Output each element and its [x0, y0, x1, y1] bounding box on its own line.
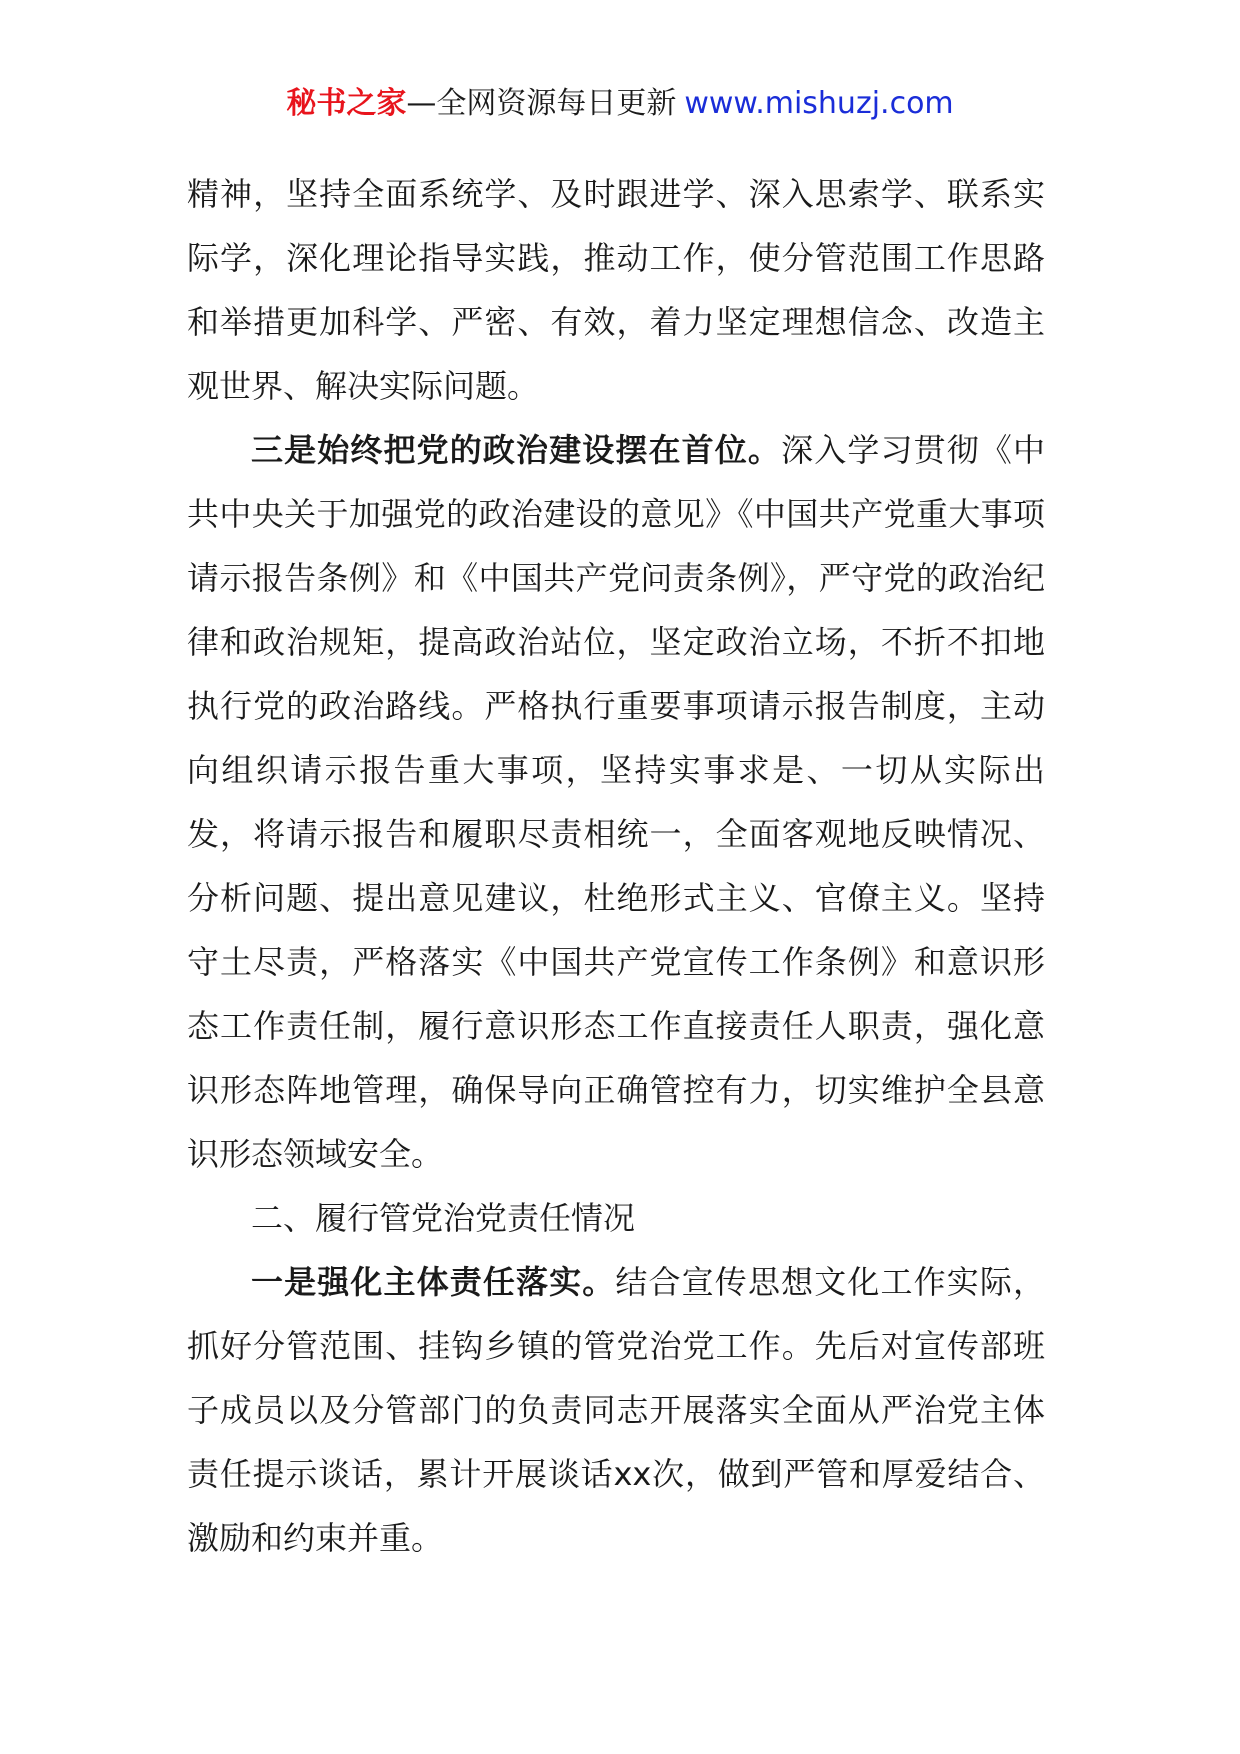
site-tagline: 全网资源每日更新: [436, 86, 677, 121]
paragraph-text: 深入学习贯彻《中共中央关于加强党的政治建设的意见》《中国共产党重大事项请示报告条例》和《中国共产党问责条例》，严守党的政治纪律和政治规矩，提高政治站位，坚定政治立场，不折不扣地执行党的政治路线。严格执行重要事项请示报告制度，主动向组织请示报告重大事项，坚持实事求是、一切从实际出发，将请示报告和履职尽责相统一，全面客观地反映情况、分析问题、提出意见建议，杜绝形式主义、官僚主义。坚持守土尽责，严格落实《中国共产党宣传工作条例》和意识形态工作责任制，履行意识形态工作直接责任人职责，强化意识形态阵地管理，确保导向正确管控有力，切实维护全县意识形态领域安全。: [187, 431, 1045, 1173]
section-heading-text: 二、履行管党治党责任情况: [251, 1199, 636, 1237]
document-body: [187, 162, 1045, 1570]
paragraph-main-responsibility: [187, 1250, 1045, 1570]
paragraph-lead-heading: 一是强化主体责任落实。: [251, 1263, 616, 1301]
page-header: [0, 84, 1240, 124]
paragraph-text: 精神，坚持全面系统学、及时跟进学、深入思索学、联系实际学，深化理论指导实践，推动工作，使分管范围工作思路和举措更加科学、严密、有效，着力坚定理想信念、改造主观世界、解决实际问题。: [187, 175, 1045, 405]
header-dash: —: [406, 86, 437, 121]
paragraph-lead-heading: 三是始终把党的政治建设摆在首位。: [251, 431, 782, 469]
paragraph-continuation: [187, 162, 1045, 418]
site-url-link[interactable]: www.mishuzj.com: [684, 86, 954, 121]
section-heading: [187, 1186, 1045, 1250]
paragraph-political-construction: [187, 418, 1045, 1186]
paragraph-text: 结合宣传思想文化工作实际，抓好分管范围、挂钩乡镇的管党治党工作。先后对宣传部班子成员以及分管部门的负责同志开展落实全面从严治党主体责任提示谈话，累计开展谈话xx次，做到严管和厚爱结合、激励和约束并重。: [187, 1263, 1045, 1557]
site-brand: 秘书之家: [286, 86, 407, 121]
